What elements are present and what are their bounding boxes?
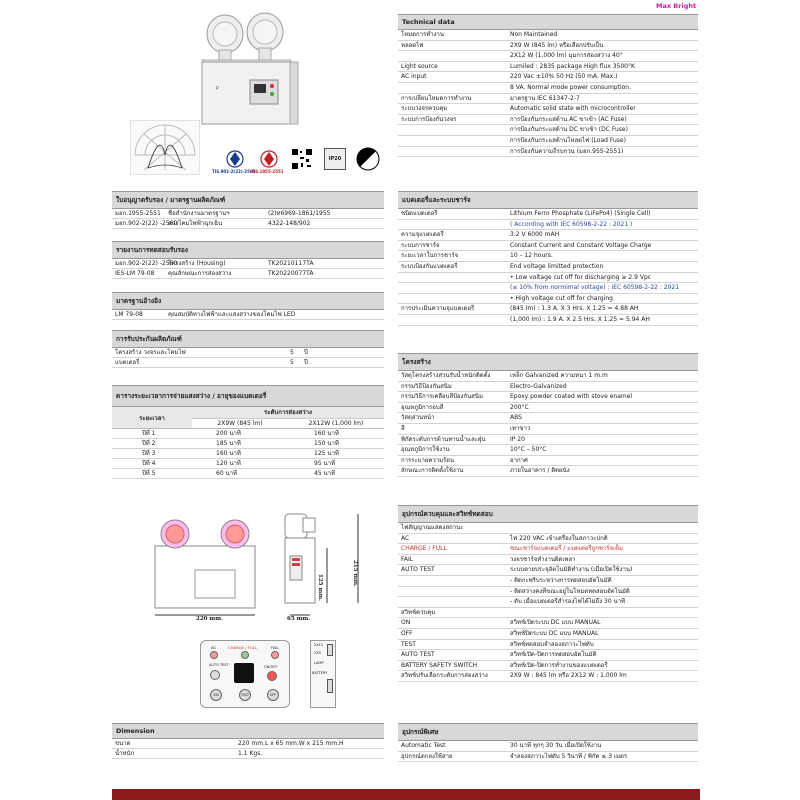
- control-section: [398, 505, 698, 682]
- battery-row: • Low voltage cut off for discharging ≥ 2.9 Vpc: [398, 273, 698, 284]
- battery-header: แบตเตอรี่และระบบชาร์จ: [398, 191, 698, 209]
- svg-text:P: P: [216, 86, 220, 92]
- dimension-section: [112, 723, 384, 759]
- drawing-depth-label: 65 mm.: [287, 616, 311, 622]
- reference-row: LM 79-08 คุณสมบัติทางไฟฟ้าและแสงสว่างของโคมไฟ LED: [112, 310, 384, 320]
- display-window: [234, 663, 254, 683]
- tech-row: 2X12 W (1,000 lm) มุมการส่องสว่าง 40°: [398, 51, 698, 62]
- special-header: อุปกรณ์พิเศษ: [398, 723, 698, 741]
- off-button[interactable]: OFF: [267, 689, 279, 701]
- dimension-row: น้ำหนัก 1.1 Kgs.: [112, 749, 384, 759]
- panel-charge-label: CHARGE / FULL: [228, 645, 257, 650]
- drawing-h1-label: 125 mm.: [317, 574, 323, 601]
- control-row: FAIL วงจรชาร์จทำงานผิดเพลา: [398, 555, 698, 566]
- control-row: AC ไฟ 220 VAC เข้าเครื่องในสภาวะปกติ: [398, 534, 698, 545]
- control-row: - ติดสว่างคงที่ขณะอยู่ในโหมดทดสอบอัตโนมัติ: [398, 587, 698, 598]
- structure-row: การระบายความร้อน อากาศ: [398, 456, 698, 467]
- control-row: - ติดกะพริบระหว่างการทดสอบอัตโนมัติ: [398, 576, 698, 587]
- tech-row: ระบบวงจรควบคุม Automatic solid state with microcontroller: [398, 104, 698, 115]
- structure-row: วัสดุโครงสร้างส่วนรับน้ำหนักติดตั้ง เหล็ก Galvanized ความหนา 1 m.m: [398, 371, 698, 382]
- battery-row: ความจุแบตเตอรี่ 3.2 V 6000 mAH: [398, 230, 698, 241]
- tech-row: Light source Lumiled : 2835 package High flux 3500°K: [398, 62, 698, 73]
- test-report-header: รายงานการทดสอบรับรอง: [112, 241, 384, 259]
- dimension-header: Dimension: [112, 723, 384, 739]
- fail-indicator: [271, 651, 279, 659]
- battery-row: ชนิดแบตเตอรี่ Lithium Ferro Phosphate (LiFePo4) (Single Cell): [398, 209, 698, 220]
- license-row: มอก.1955-2551 ชื่อสำนักงานมาตรฐานฯ (2)ท6969-1861/1955: [112, 209, 384, 219]
- structure-row: กรรมวิธีการเคลือบสีป้องกันสนิม Epoxy powder coated with stove enamel: [398, 392, 698, 403]
- control-panel-side: [310, 640, 336, 708]
- control-row: - ดับ เมื่อแบตเตอรี่สำรองไฟได้ไม่ถึง 30 นาที: [398, 597, 698, 608]
- control-row: CHARGE / FULL ชณะชาร์จแบตเตอรี่ / แบตเตอรี่ถูกชาร์จเต็ม: [398, 544, 698, 555]
- polar-photometric-chart: [130, 120, 200, 175]
- license-row: มอก.902-2(22) -2560 ดวงโคมไฟฟ้าฉุกเฉิน 4322-148/902: [112, 219, 384, 229]
- ip-rating-badge: IP20: [324, 148, 346, 170]
- battery-row: ( According with IEC 60598-2-22 : 2021 ): [398, 220, 698, 231]
- drawing-width-label: 220 mm.: [196, 616, 223, 622]
- special-row: อุปกรณ์ตกลงใช้สาย จำลองสภาวะไฟดับ 5 วินาที / พิกัด ≤ 3 เมตร: [398, 752, 698, 763]
- structure-row: อุณหภูมิการใช้งาน 10°C – 50°C: [398, 445, 698, 456]
- test-report-section: [112, 241, 384, 279]
- tech-row: การป้องกันกระแสด้านโหลดไฟ (Load Fuse): [398, 136, 698, 147]
- duration-row: ปีที่ 3 160 นาที 125 นาที: [112, 449, 384, 459]
- control-header: อุปกรณ์ควบคุมและสวิทช์ทดสอบ: [398, 505, 698, 523]
- test-report-row: มอก.902-2(22) -2560 โครงสร้าง (Housing) TK20210117TA: [112, 259, 384, 269]
- tech-row: 8 VA. Normal mode power consumption.: [398, 83, 698, 94]
- bottom-bar: [112, 789, 700, 800]
- tis-label-2: TIS.1955-2551: [251, 169, 284, 174]
- dimension-drawing: [140, 510, 375, 625]
- tech-row: การเปลี่ยนโหมดการทำงาน มาตรฐาน IEC 61347-2-7: [398, 94, 698, 105]
- battery-row: ระบบป้องกันแบตเตอรี่ End voltage limitted protection: [398, 262, 698, 273]
- battery-row: ระบบการชาร์จ Constant Current and Constant Voltage Charge: [398, 241, 698, 252]
- duration-row: ปีที่ 2 185 นาที 150 นาที: [112, 439, 384, 449]
- auto-test-button[interactable]: [210, 670, 220, 680]
- control-row: OFF สวิทช์ปิดระบบ DC แบบ MANUAL: [398, 629, 698, 640]
- onoff-button[interactable]: [267, 671, 277, 681]
- drawing-h2-label: 215 mm.: [352, 560, 358, 587]
- battery-row: (≤ 10% from normimal voltage) : IEC 60598-2-22 : 2021: [398, 283, 698, 294]
- control-row: ON สวิทช์เปิดระบบ DC แบบ MANUAL: [398, 618, 698, 629]
- tis-logo-1: [222, 149, 248, 171]
- panel-battery-label: BATTERY: [312, 671, 328, 675]
- panel-s1-label: 2X12: [314, 643, 324, 647]
- battery-section: [398, 191, 698, 326]
- battery-row: ระยะเวลาในการชาร์จ 10 – 12 hours.: [398, 251, 698, 262]
- tis-label-1: TIS.902-2(22)-2560: [212, 169, 256, 174]
- tech-row: การป้องกันกระแสด้าน DC ขาเข้า (DC Fuse): [398, 125, 698, 136]
- special-section: [398, 723, 698, 762]
- panel-s2-label: 2X9: [314, 651, 321, 655]
- control-row: สวิทช์ปรับเลือกระดับการส่องสว่าง 2X9 W : 845 lm หรือ 2X12 W : 1,000 lm: [398, 671, 698, 682]
- reference-header: มาตรฐานอ้างอิง: [112, 292, 384, 310]
- tech-row: โหมดการทำงาน Non Maintained: [398, 30, 698, 41]
- panel-fail-label: FAIL: [271, 645, 279, 650]
- control-row: AUTO TEST สวิทช์เปิด-ปิดการทดสอบอัตโนมัติ: [398, 650, 698, 661]
- tis-logo-2: [256, 149, 282, 171]
- warranty-header: การรับประกันผลิตภัณฑ์: [112, 330, 384, 348]
- structure-header: โครงสร้าง: [398, 353, 698, 371]
- brand-label: Max Bright: [656, 2, 697, 10]
- charge-indicator: [241, 651, 249, 659]
- duration-section: [112, 385, 384, 479]
- control-row: TEST สวิทช์ทดสอบจำลองสภาวะไฟดับ: [398, 640, 698, 651]
- structure-row: กรรมวิธีป้องกันสนิม Electro-Galvanized: [398, 382, 698, 393]
- warranty-section: [112, 330, 384, 368]
- control-panel-front: [200, 640, 290, 708]
- license-header: ใบอนุญาตรับรอง / มาตรฐานผลิตภัณฑ์: [112, 191, 384, 209]
- test-report-row: IES-LM 79-08 คุณลักษณะการส่องสว่าง TK20220077TA: [112, 269, 384, 279]
- qr-code-icon[interactable]: [291, 148, 313, 170]
- duration-header: ตารางระยะเวลาการจ่ายแสงสว่าง / อายุของแบตเตอรี่: [112, 385, 384, 407]
- duration-row: ปีที่ 4 120 นาที 95 นาที: [112, 459, 384, 469]
- tech-row: การป้องกันความถี่รบกวน (มอก.955-2551): [398, 147, 698, 158]
- product-image: [190, 10, 300, 130]
- tech-row: AC input 220 Vac ±10% 50 Hz (50 mA. Max.): [398, 72, 698, 83]
- structure-row: สี เทาขาว: [398, 424, 698, 435]
- panel-onoff-label: ON/OFF: [264, 665, 278, 669]
- control-row: BATTERY SAFETY SWITCH สวิทช์เปิด-ปิดการทำงานของแบตเตอรี่: [398, 661, 698, 672]
- dimension-row: ขนาด 220 mm.L x 65 mm.W x 215 mm.H: [112, 739, 384, 749]
- tech-row: หลอดไฟ 2X9 W (845 lm) หรือเลือกปรับเป็น: [398, 41, 698, 52]
- duration-col-period: ระยะเวลา: [112, 407, 192, 428]
- reference-section: [112, 292, 384, 320]
- control-row: ไฟสัญญาณแสดงสถานะ: [398, 523, 698, 534]
- tech-row: ระบบการป้องกันวงจร การป้องกันกระแสด้าน AC ขาเข้า (AC Fuse): [398, 115, 698, 126]
- duration-row: ปีที่ 1 200 นาที 160 นาที: [112, 429, 384, 439]
- technical-data-section: [398, 14, 698, 157]
- panel-lamp-label: LAMP: [314, 661, 324, 665]
- license-section: [112, 191, 384, 229]
- battery-row: • High voltage cut off for charging: [398, 294, 698, 305]
- test-button[interactable]: TEST: [239, 689, 251, 701]
- class-symbol-icon: [356, 147, 380, 171]
- panel-auto-label: AUTO TEST: [209, 663, 229, 667]
- ac-indicator: [210, 651, 218, 659]
- battery-row: (1,000 lm) : 1.9 A. X 2.5 Hrs. X 1.25 = 5.94 AH: [398, 315, 698, 326]
- warranty-row: แบตเตอรี่ 5 ปี: [112, 358, 384, 368]
- panel-ac-label: AC: [211, 645, 217, 650]
- structure-row: อุณหภูมิการอบสี 200°C: [398, 403, 698, 414]
- warranty-row: โครงสร้าง วงจรและโคมไฟ 5 ปี: [112, 348, 384, 358]
- control-row: AUTO TEST ระบบตายประจุอัตโนมัติทำงาน (เมื่อเปิดใช้งาน): [398, 565, 698, 576]
- technical-data-header: Technical data: [398, 14, 698, 30]
- battery-safety-switch[interactable]: [327, 679, 333, 693]
- structure-row: วัสดุส่วนหน้า ABS: [398, 413, 698, 424]
- duration-col-a: 2X9W (845 lm): [217, 420, 263, 427]
- duration-col-group: ระดับการส่องสว่าง: [192, 407, 384, 418]
- structure-row: พิกัดระดับการต้านทานน้ำและฝุ่น IP 20: [398, 435, 698, 446]
- duration-row: ปีที่ 5 60 นาที 45 นาที: [112, 469, 384, 479]
- on-button[interactable]: ON: [210, 689, 222, 701]
- structure-section: [398, 353, 698, 477]
- battery-row: การประเมินความจุแบตเตอรี่ (845 lm) : 1.3 A. X 3 Hrs. X 1.25 = 4.88 AH: [398, 304, 698, 315]
- special-row: Automatic Test 30 นาที ทุกๆ 30 วัน เมื่อเปิดใช้งาน: [398, 741, 698, 752]
- lamp-level-switch[interactable]: [327, 644, 333, 656]
- control-row: สวิทช์ควบคุม: [398, 608, 698, 619]
- duration-col-b: 2X12W (1,000 lm): [308, 420, 364, 427]
- structure-row: ลักษณะการติดตั้งใช้งาน ภายในอาคาร / ติดผนัง: [398, 466, 698, 477]
